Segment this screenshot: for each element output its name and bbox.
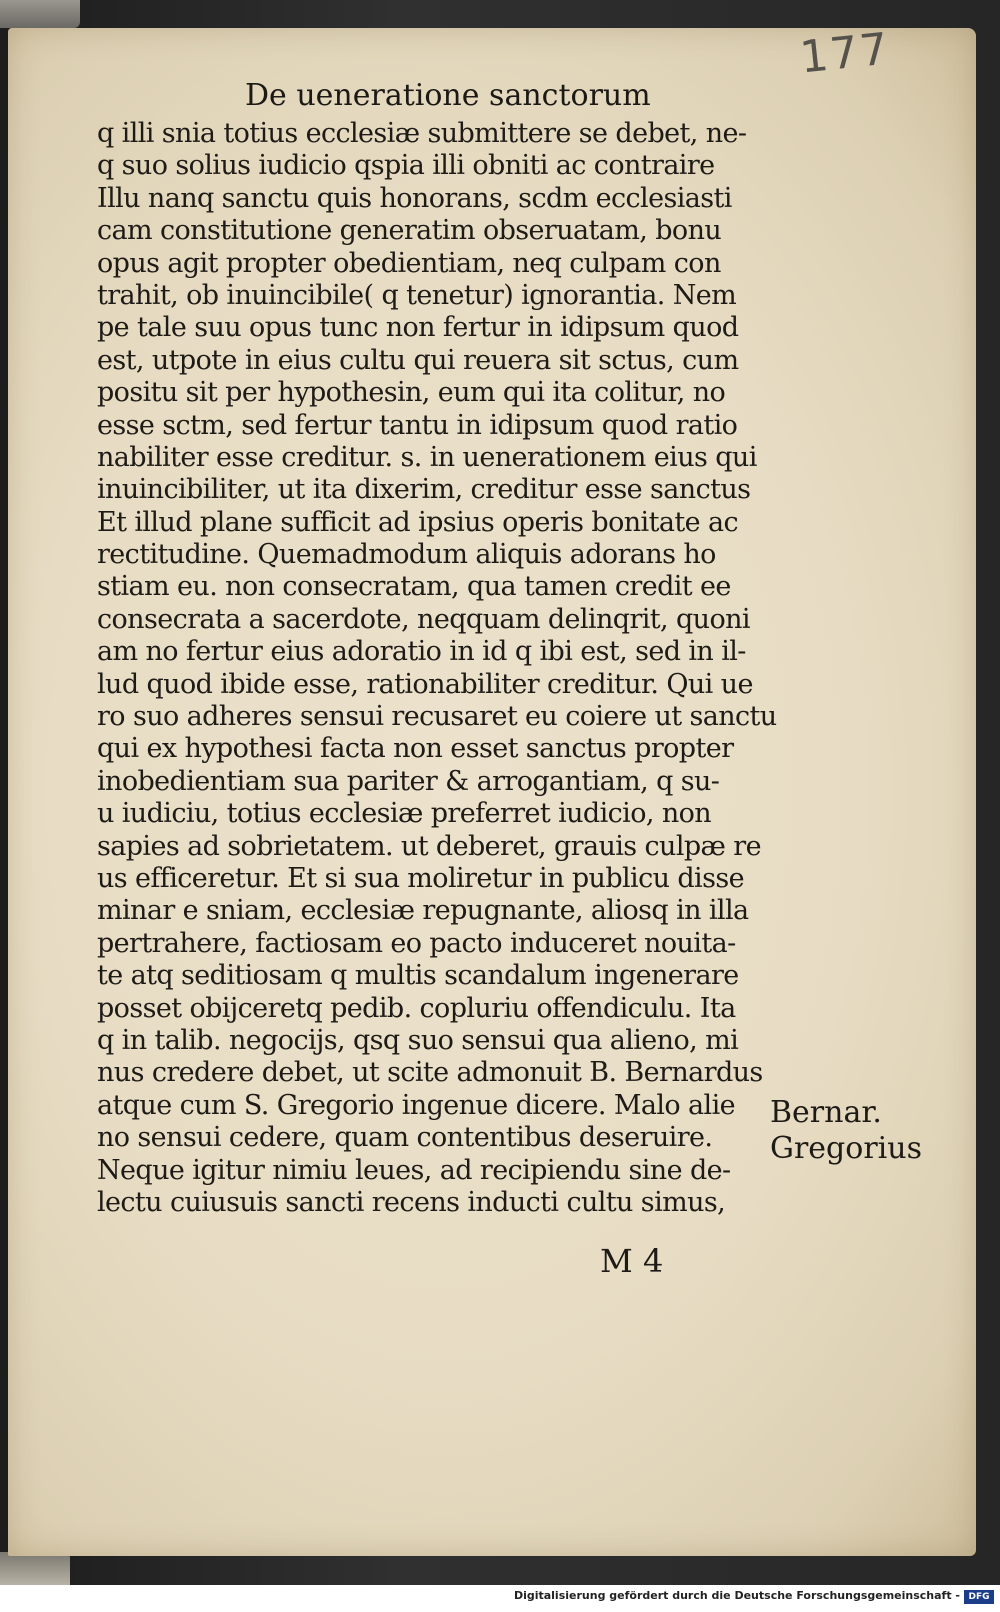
folio-number: 177 — [797, 23, 893, 84]
text-line: minar e sniam, ecclesiæ repugnante, aliosq in illa — [97, 895, 749, 927]
text-line: est, utpote in eius cultu qui reuera sit sctus, cum — [97, 344, 739, 376]
text-line: cam constitutione generatim obseruatam, bonu — [97, 215, 722, 247]
text-line: u iudiciu, totius ecclesiæ preferret iudicio, non — [97, 798, 712, 830]
text-line: am no fertur eius adoratio in id q ibi est, sed in il- — [97, 636, 746, 668]
signature-mark: M 4 — [600, 1242, 664, 1280]
marginalia — [770, 1095, 922, 1167]
text-line: lud quod ibide esse, rationabiliter creditur. Qui ue — [97, 668, 753, 700]
text-line: Neque igitur nimiu leues, ad recipiendu sine de- — [97, 1154, 731, 1186]
running-header: De ueneratione sanctorum — [245, 78, 651, 113]
digitization-credit: Digitalisierung gefördert durch die Deutsche Forschungsgemeinschaft - — [513, 1589, 960, 1602]
text-line: consecrata a sacerdote, neqquam delinqrit, quoni — [97, 603, 750, 635]
text-line: lectu cuiusuis sancti recens inducti cultu simus, — [97, 1186, 726, 1218]
body-text — [97, 118, 787, 1219]
text-line: us efficeretur. Et si sua moliretur in publicu disse — [97, 862, 744, 894]
text-line: nus credere debet, ut scite admonuit B. Bernardus — [97, 1057, 763, 1089]
text-line: pe tale suu opus tunc non fertur in idipsum quod — [97, 312, 739, 344]
text-line: Illu nanq sanctu quis honorans, scdm ecclesiasti — [97, 182, 732, 214]
text-line: atque cum S. Gregorio ingenue dicere. Malo alie — [97, 1089, 736, 1121]
text-line: positu sit per hypothesin, eum qui ita colitur, no — [97, 377, 726, 409]
text-line: ro suo adheres sensui recusaret eu coiere ut sanctu — [97, 701, 777, 733]
text-line: q in talib. negocijs, qsq suo sensui qua alieno, mi — [97, 1024, 739, 1056]
text-line: te atq seditiosam q multis scandalum ingenerare — [97, 960, 739, 992]
book-clasp-top — [0, 0, 80, 28]
text-line: esse sctm, sed fertur tantu in idipsum quod ratio — [97, 409, 738, 441]
text-line: trahit, ob inuincibile( q tenetur) ignorantia. Nem — [97, 279, 737, 311]
text-line: no sensui cedere, quam contentibus deseruire. — [97, 1122, 713, 1154]
text-line: q illi snia totius ecclesiæ submittere se debet, ne- — [97, 118, 747, 149]
text-line: Et illud plane sufficit ad ipsius operis bonitate ac — [97, 506, 738, 538]
text-line: opus agit propter obedientiam, neq culpam con — [97, 247, 721, 279]
text-line: sapies ad sobrietatem. ut deberet, grauis culpæ re — [97, 830, 761, 862]
text-line: posset obijceretq pedib. copluriu offendiculu. Ita — [97, 992, 736, 1024]
marginal-note-gregorius: Gregorius — [770, 1131, 922, 1166]
text-line: inobedientiam sua pariter & arrogantiam, q su- — [97, 765, 720, 797]
dfg-logo: DFG — [964, 1590, 994, 1604]
text-line: nabiliter esse creditur. s. in uenerationem eius qui — [97, 441, 757, 473]
text-line: stiam eu. non consecratam, qua tamen credit ee — [97, 571, 731, 603]
text-line: rectitudine. Quemadmodum aliquis adorans ho — [97, 539, 716, 571]
text-line: inuincibiliter, ut ita dixerim, creditur esse sanctus — [97, 474, 751, 506]
text-line: q suo solius iudicio qspia illi obniti ac contraire — [97, 150, 715, 182]
marginal-note-bernardus: Bernar. — [770, 1095, 882, 1130]
book-clasp-bottom — [0, 1552, 70, 1586]
text-line: pertrahere, factiosam eo pacto induceret nouita- — [97, 927, 736, 959]
text-line: qui ex hypothesi facta non esset sanctus propter — [97, 733, 734, 765]
